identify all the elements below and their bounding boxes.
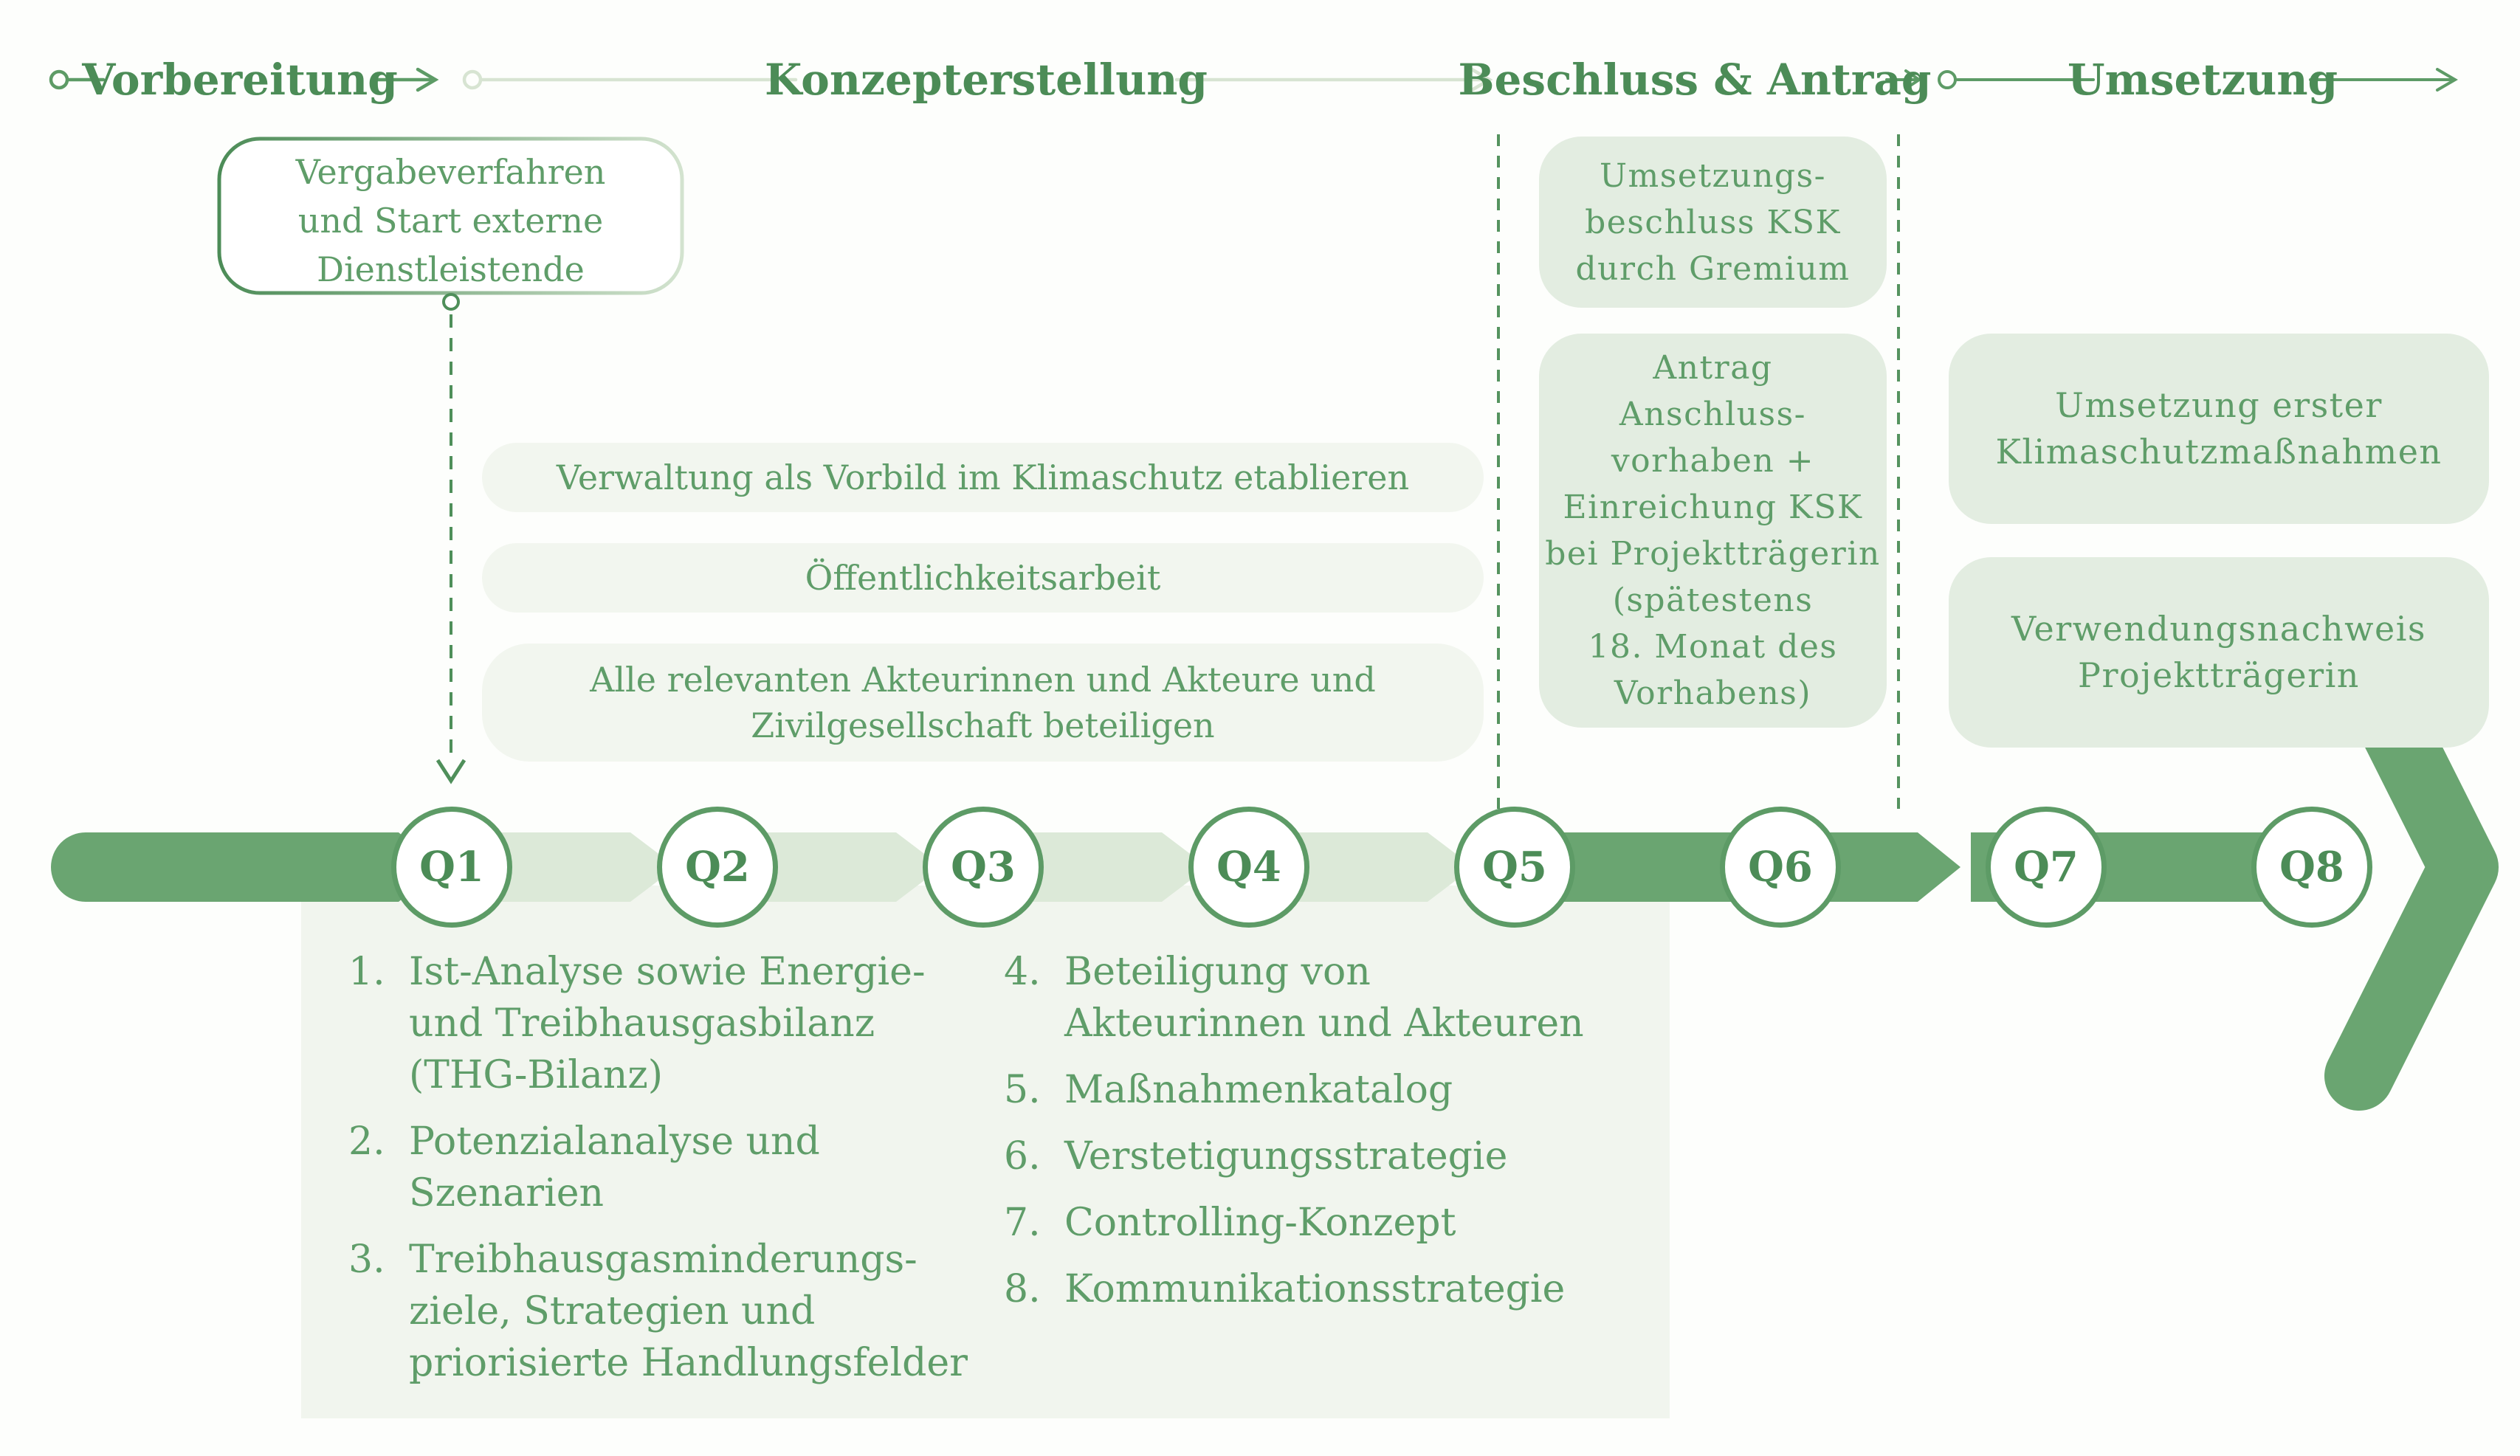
- item-text: Kommunikationsstrategie: [1064, 1267, 1566, 1311]
- phase2-start-dot-icon: [464, 72, 481, 88]
- list-item: [1004, 1131, 1639, 1182]
- quarter-circle-q3: Q3: [923, 807, 1044, 928]
- list-item: [1004, 1263, 1639, 1315]
- list-item: [348, 1116, 976, 1219]
- item-number: 7.: [1004, 1201, 1041, 1245]
- quarter-circle-q5: Q5: [1454, 807, 1575, 928]
- konzept-pill-oeffentlichkeit: Öffentlichkeitsarbeit: [482, 543, 1484, 613]
- list-item: [1004, 1064, 1639, 1116]
- deliverables-column-left: [348, 946, 976, 1404]
- item-text: Verstetigungsstrategie: [1064, 1134, 1508, 1179]
- leader-dot-icon: [444, 294, 458, 309]
- umsetzung-box-verwendungsnachweis: Verwendungsnachweis Projektträgerin: [1949, 557, 2489, 748]
- phase-label-umsetzung: Umsetzung: [2067, 55, 2338, 105]
- beschluss-box-antrag: Antrag Anschluss- vorhaben + Einreichung KSK bei Projektträgerin (spätestens 18. Monat des Vorhabens): [1539, 334, 1887, 728]
- phase-label-konzepterstellung: Konzepterstellung: [765, 55, 1208, 105]
- quarter-circle-q1: Q1: [391, 807, 512, 928]
- deliverables-column-right: [1004, 946, 1639, 1330]
- leader-arrow-icon: [438, 760, 464, 781]
- timeline-start-segment: [51, 832, 441, 902]
- item-number: 2.: [348, 1119, 385, 1164]
- quarter-circle-q4: Q4: [1188, 807, 1309, 928]
- item-number: 8.: [1004, 1267, 1041, 1311]
- item-number: 4.: [1004, 950, 1041, 994]
- konzept-pill-akteure: Alle relevanten Akteurinnen und Akteure und Zivilgesellschaft beteiligen: [482, 644, 1484, 762]
- item-number: 5.: [1004, 1068, 1041, 1112]
- beschluss-box-umsetzungsbeschluss: Umsetzungs- beschluss KSK durch Gremium: [1539, 137, 1887, 308]
- item-text: Treibhausgasminderungs- ziele, Strategien und priorisierte Handlungsfelder: [409, 1238, 968, 1385]
- list-item: [1004, 946, 1639, 1049]
- item-text: Maßnahmenkatalog: [1064, 1068, 1453, 1112]
- quarter-circle-q6: Q6: [1720, 807, 1841, 928]
- phase-label-vorbereitung: Vorbereitung: [82, 55, 398, 105]
- item-number: 3.: [348, 1238, 385, 1282]
- item-text: Controlling-Konzept: [1064, 1201, 1456, 1245]
- konzept-pill-verwaltung: Verwaltung als Vorbild im Klimaschutz etablieren: [482, 443, 1484, 512]
- item-text: Beteiligung von Akteurinnen und Akteuren: [1064, 950, 1584, 1046]
- item-number: 6.: [1004, 1134, 1041, 1179]
- umsetzung-box-massnahmen: Umsetzung erster Klimaschutzmaßnahmen: [1949, 334, 2489, 524]
- quarter-circle-q7: Q7: [1986, 807, 2107, 928]
- item-number: 1.: [348, 950, 385, 994]
- list-item: [348, 946, 976, 1101]
- callout-box: Vergabeverfahren und Start externe Dienstleistende: [295, 152, 606, 289]
- phase4-start-dot-icon: [1939, 72, 1955, 88]
- phase-label-beschluss-antrag: Beschluss & Antrag: [1458, 55, 1932, 105]
- quarter-circle-q8: Q8: [2251, 807, 2372, 928]
- item-text: Potenzialanalyse und Szenarien: [409, 1119, 820, 1215]
- list-item: [1004, 1197, 1639, 1249]
- phase1-start-dot-icon: [51, 72, 67, 88]
- quarter-circle-q2: Q2: [657, 807, 778, 928]
- item-text: Ist-Analyse sowie Energie- und Treibhausgasbilanz (THG-Bilanz): [409, 950, 926, 1097]
- list-item: [348, 1234, 976, 1389]
